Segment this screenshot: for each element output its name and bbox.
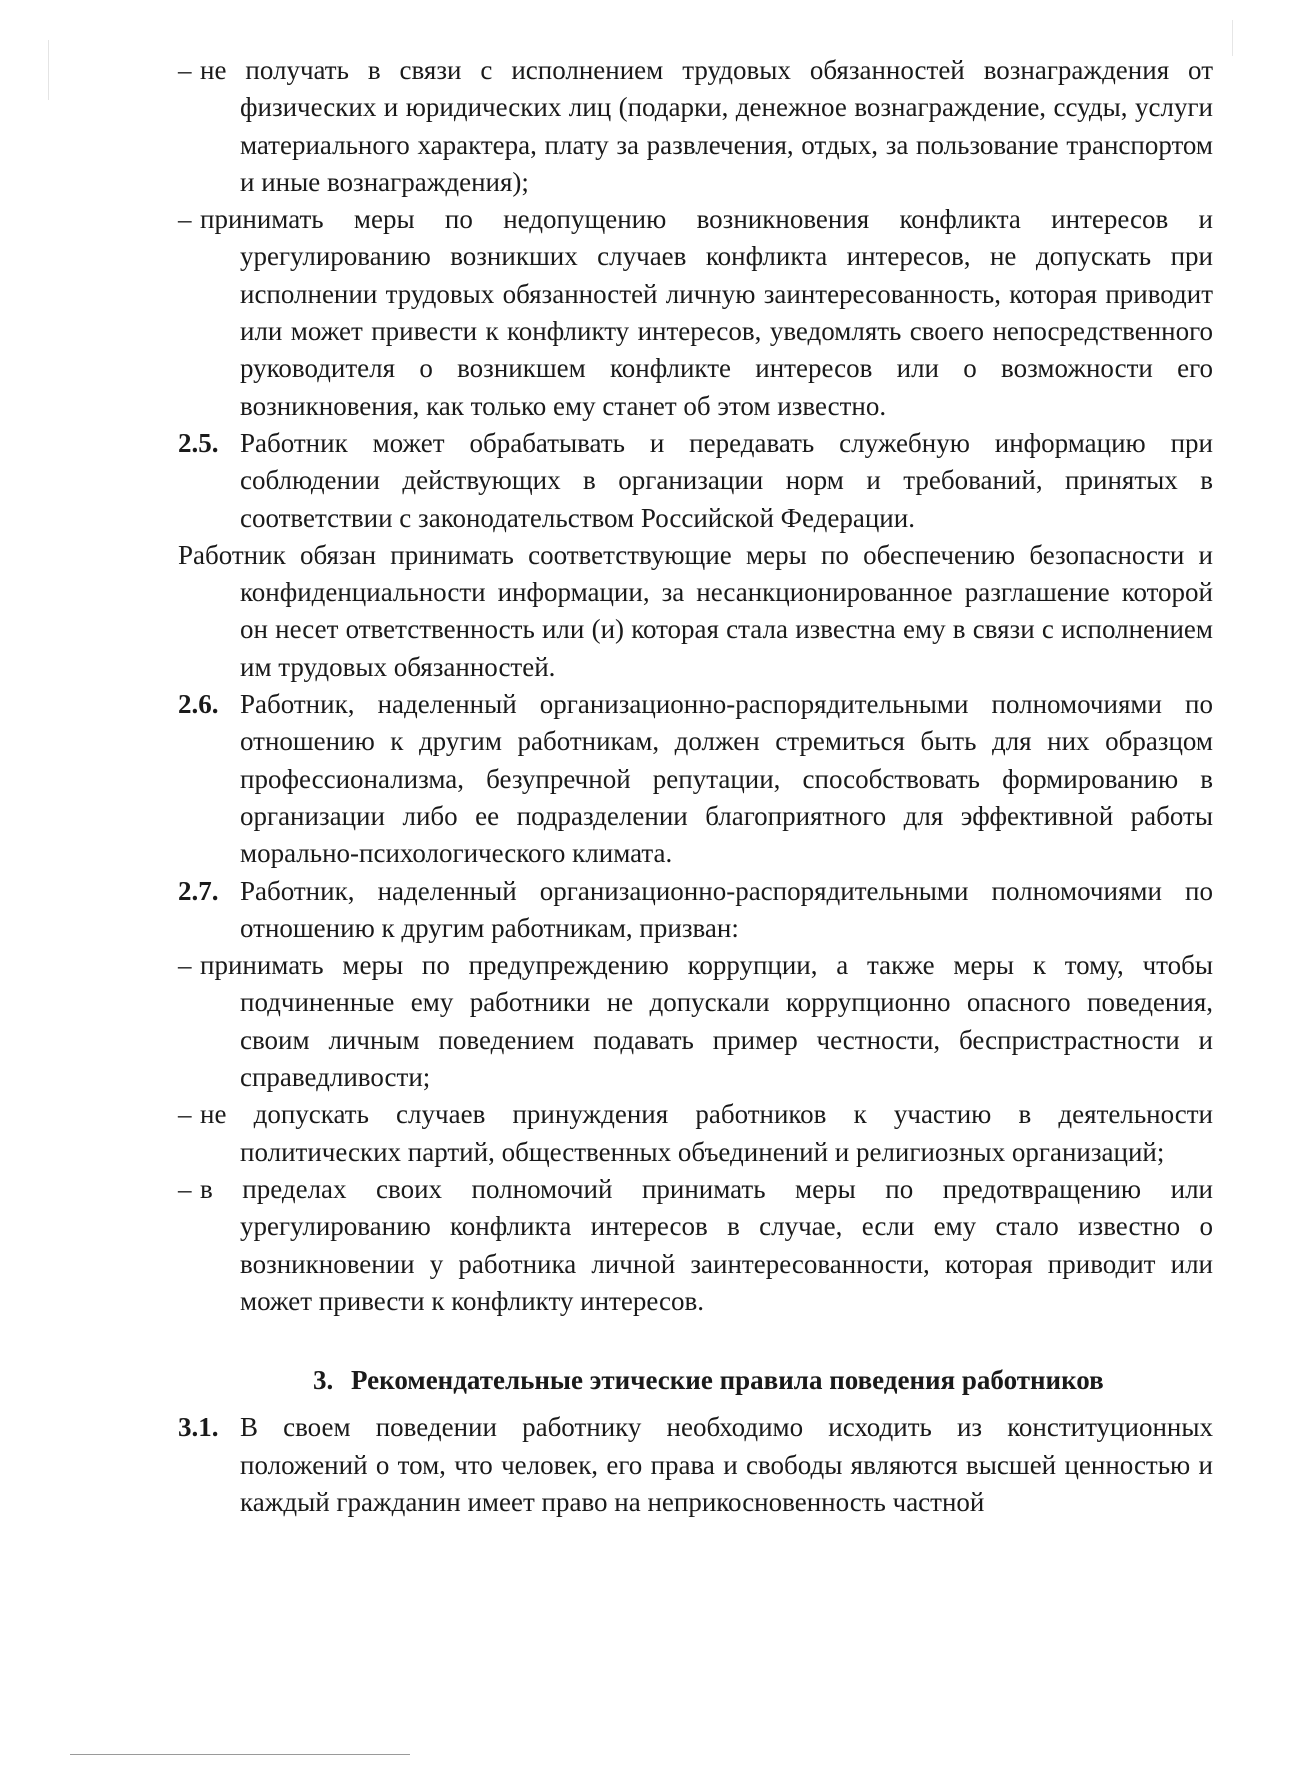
bullet-marker: – [178,1173,192,1204]
bullet-text: не допускать случаев принуждения работников к участию в деятельности политических партий, общественных объединений и религиозных организаций; [200,1099,1213,1167]
document-body [178,52,1213,1521]
bullet-item [178,1171,1213,1320]
bullet-item [178,1096,1213,1171]
section-number: 3. [313,1365,334,1396]
numbered-clause [178,686,1213,872]
section-title: Рекомендательные этические правила поведения работников [351,1365,1104,1396]
clause-number: 2.6. [178,689,219,720]
footer-rule [70,1754,410,1755]
clause-number: 2.7. [178,875,219,906]
clause-text: Работник может обрабатывать и передавать служебную информацию при соблюдении действующих в организации норм и требований, принятых в соответствии с законодательством Российской Федерации. [240,427,1213,533]
bullet-marker: – [178,55,192,85]
scan-artifact [1232,20,1233,56]
bullet-text: в пределах своих полномочий принимать меры по предотвращению или урегулированию конфликта интересов в случае, если ему стало известно о возникновении у работника личной заинтересованности, которая приводит или может привести к конфликту интересов. [200,1173,1213,1316]
bullet-item [178,947,1213,1096]
bullet-text: не получать в связи с исполнением трудовых обязанностей вознаграждения от физических и юридических лиц (подарки, денежное вознаграждение, ссуды, услуги материального характера, плату за развлечения, отдых, за пользование транспортом и иные вознаграждения); [200,55,1213,197]
numbered-clause [178,873,1213,948]
bullet-marker: – [178,1099,192,1130]
bullet-marker: – [178,950,192,981]
clause-text: Работник, наделенный организационно-распорядительными полномочиями по отношению к другим работникам, должен стремиться быть для них образцом профессионализма, безупречной репутации, способствовать формированию в организации либо ее подразделении благоприятного для эффективной работы морально-психологического климата. [240,689,1213,869]
section-heading [178,1362,1213,1399]
paragraph-text: Работник обязан принимать соответствующие меры по обеспечению безопасности и конфиденциальности информации, за несанкционированное разглашение которой он несет ответственность или (и) которая стала известна ему в связи с исполнением им трудовых обязанностей. [178,539,1213,682]
clause-text: Работник, наделенный организационно-распорядительными полномочиями по отношению к другим работникам, призван: [240,875,1213,943]
bullet-item [178,201,1213,425]
clause-number: 3.1. [178,1412,219,1443]
bullet-text: принимать меры по предупреждению коррупции, а также меры к тому, чтобы подчиненные ему работники не допускали коррупционно опасного поведения, своим личным поведением подавать пример честности, беспристрастности и справедливости; [200,950,1213,1093]
plain-paragraph [178,537,1213,686]
numbered-clause [178,425,1213,537]
scan-artifact [48,40,49,100]
bullet-item [178,52,1213,201]
bullet-marker: – [178,204,192,235]
bullet-text: принимать меры по недопущению возникновения конфликта интересов и урегулированию возникших случаев конфликта интересов, не допускать при исполнении трудовых обязанностей личную заинтересованность, которая приводит или может привести к конфликту интересов, уведомлять своего непосредственного руководителя о возникшем конфликте интересов или о возможности его возникновения, как только ему станет об этом известно. [200,204,1213,421]
clause-number: 2.5. [178,427,219,458]
numbered-clause [178,1409,1213,1521]
clause-text: В своем поведении работнику необходимо исходить из конституционных положений о том, что человек, его права и свободы являются высшей ценностью и каждый гражданин имеет право на неприкосновенность частной [240,1412,1213,1517]
